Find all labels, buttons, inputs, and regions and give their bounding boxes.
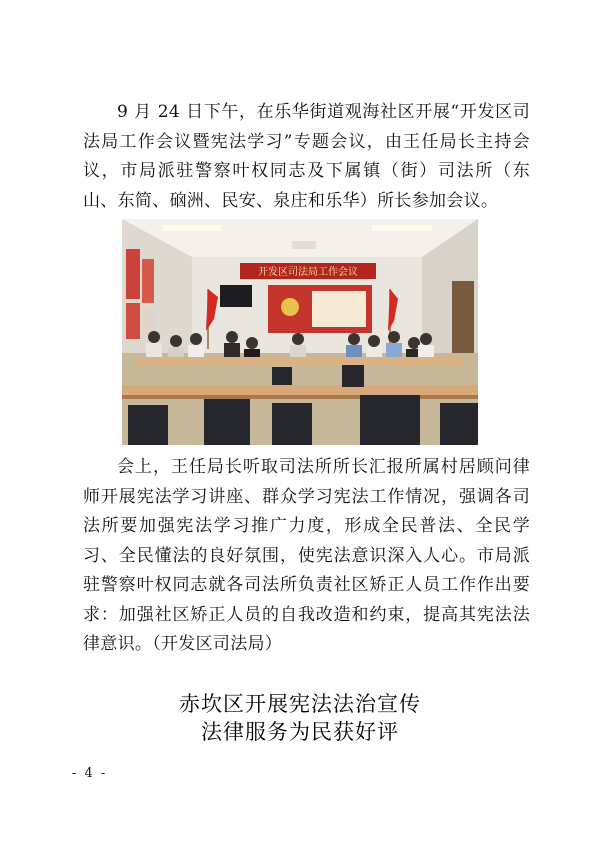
banner-text: 开发区司法局工作会议 — [258, 267, 358, 278]
meeting-photo — [122, 219, 478, 445]
next-article-title-line1: 赤坎区开展宪法法治宣传 — [179, 692, 421, 716]
paragraph-meeting-details: 会上，王任局长听取司法所所长汇报所属村居顾问律师开展宪法学习讲座、群众学习宪法工作情况，强调各司法所要加强宪法学习推广力度，形成全民普法、全民学习、全民懂法的良好氛围，使宪法意识深入人心。市局派驻警察叶权同志就各司法所负责社区矫正人员工作作出要求：加强社区矫正人员的自我改造和约束，提高其宪法法律意识。（开发区司法局） — [83, 457, 530, 654]
paragraph-meeting-intro: 9 月 24 日下午，在乐华街道观海社区开展“开发区司法局工作会议暨宪法学习”专题会议，由王任局长主持会议，市局派驻警察叶权同志及下属镇（街）司法所（东山、东简、硇洲、民安、泉庄和乐华）所长参加会议。 — [83, 102, 530, 211]
page-number: - 4 - — [72, 766, 108, 781]
next-article-title-line2: 法律服务为民获好评 — [201, 720, 399, 744]
